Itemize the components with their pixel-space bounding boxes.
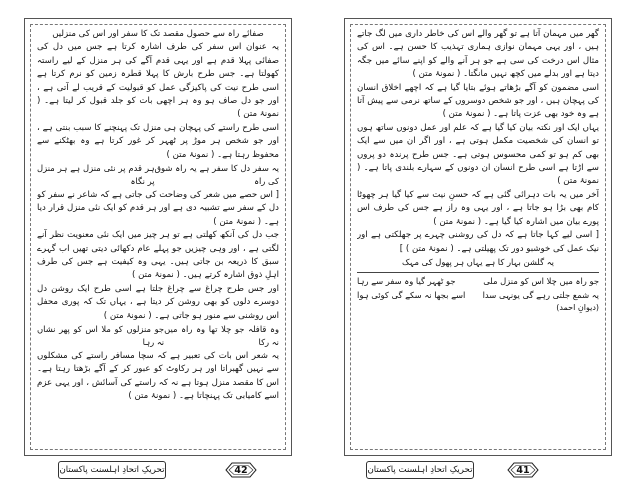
verse-line: یہ سفر دل کا سفر ہے یہ راہ شوق کی راہ <box>154 163 279 187</box>
page-42-content <box>37 28 279 445</box>
page-42-paragraph-3: [ اس حصے میں شعر کی وضاحت کی جاتی ہے کہ شاعر نے سفر کو دل کے سفر سے تشبیہ دی ہے اور ہر قدم کو ایک نئی منزل قرار دیا ہے۔ ( نمونۂ متن ) <box>37 189 279 227</box>
page-41-number <box>506 461 540 479</box>
page-42-frame <box>24 18 292 456</box>
page-41-footer-banner: تحریکِ اتحادِ اہلسنت پاکستان <box>366 461 474 479</box>
page-42-paragraph-4: جب دل کی آنکھ کھلتی ہے تو ہر چیز میں ایک نئی معنویت نظر آنے لگتی ہے ، اور وہی چیزیں جو پہلے عام دکھائی دیتی تھیں اب گہرے سبق کا ذریعہ بن جاتی ہیں۔ یہی وہ کیفیت ہے جس کی طرف اہلِ ذوق اشارہ کرتے ہیں۔ ( نمونۂ متن ) <box>37 230 279 281</box>
page-number-text: 42 <box>234 464 248 476</box>
page-41-content <box>357 28 599 445</box>
verse-line: یہ شمع جلتی رہے گی یونہی سدا <box>482 289 599 300</box>
page-41-source: (دیوانِ احمد) <box>556 303 599 313</box>
page-41-divider <box>357 272 599 273</box>
page-42-footer-banner: تحریکِ اتحادِ اہلسنت پاکستان <box>58 461 166 479</box>
page-41-paragraph-4: آخر میں یہ بات دہرائی گئی ہے کہ حسنِ نیت سے کیا گیا ہر چھوٹا کام بھی بڑا ہو جاتا ہے ، اور یہی وہ راز ہے جس کی طرف اس پورے بیان میں اشارہ کیا گیا ہے۔ ( نمونۂ متن ) <box>357 189 599 227</box>
verse-line: وہ قافلہ جو چلا تھا وہ راہ میں نہ رکا <box>164 323 279 348</box>
page-42-verse-top <box>37 162 279 189</box>
verse-line: اسے بجھا نہ سکے گی کوئی ہوا <box>357 289 466 300</box>
page-41-paragraph-2: اسی مضمون کو آگے بڑھاتے ہوئے بتایا گیا ہے کہ اچھے اخلاق انسان کی پہچان ہیں ، اور جو شخص دوسروں کے ساتھ نرمی سے پیش آتا ہے وہ خود بھی عزت پاتا ہے۔ ( نمونۂ متن ) <box>357 82 599 120</box>
page-42-heading: صفائے راہ سے حصول مقصد تک کا سفر اور اس کی منزلیں <box>52 29 264 39</box>
page-41-couplet <box>357 256 599 269</box>
verse-line: جو ٹھہر گیا وہ سفر سے رہا <box>357 276 456 287</box>
page-42-paragraph-6: یہ شعر اس بات کی تعبیر ہے کہ سچا مسافر راستے کی مشکلوں سے نہیں گھبراتا اور ہر رکاوٹ کو عبور کر کے آگے بڑھتا رہتا ہے۔ اس کا مقصد منزل ہوتا ہے نہ کہ راستے کی آسائش ، اور یہی عزم اسے کامیابی تک پہنچاتا ہے۔ ( نمونۂ متن ) <box>37 350 279 401</box>
page-42-footer <box>24 458 292 482</box>
page-42-number <box>224 461 258 479</box>
page-42-paragraph-1: یہ عنوان اس سفر کی طرف اشارہ کرتا ہے جس میں دل کی صفائی پہلا قدم ہے اور یہی قدم آگے کی ہر منزل کے لیے راستہ کھولتا ہے۔ جس طرح بارش کا پہلا قطرہ زمین کو نرم کرتا ہے اسی طرح نیت کی پاکیزگی عمل کو قبولیت کے قریب لے آتی ہے ، اور جو دل صاف ہو وہ ہر اچھی بات کو جلد قبول کر لیتا ہے۔ ( نمونۂ متن ) <box>37 42 279 120</box>
page-41-paragraph-1: گھر میں مہمان آتا ہے تو گھر والے اس کی خاطر داری میں لگ جاتے ہیں ، اور یہی مہمان نوازی ہماری تہذیب کا حسن ہے۔ اس کی مثال اس درخت کی سی ہے جو ہر آنے والے کو اپنے سائے میں جگہ دیتا ہے اور بدلے میں کچھ نہیں مانگتا۔ ( نمونۂ متن ) <box>357 29 599 80</box>
page-41-verse-row-2 <box>357 289 599 302</box>
page-41-paragraph-3: یہاں ایک اور نکتہ بیان کیا گیا ہے کہ علم اور عمل دونوں ساتھ ہوں تو انسان کی شخصیت مکمل ہوتی ہے ، اور اگر ان میں سے ایک بھی کم ہو تو کمی محسوس ہوتی ہے۔ جس طرح پرندہ دو پروں سے اڑتا ہے اسی طرح انسان ان دونوں کے سہارے بلندی پاتا ہے۔ ( نمونۂ متن ) <box>357 122 599 187</box>
verse-line: جو راہ میں چلا اس کو منزل ملی <box>483 276 599 287</box>
page-number-text: 41 <box>516 464 530 476</box>
page-41-footer <box>344 458 612 482</box>
page-41-frame <box>344 18 612 456</box>
page-42-verse-mid <box>37 323 279 350</box>
page-41-paragraph-5: [ اسی لیے کہا جاتا ہے کہ دل کی روشنی چہرے پر جھلکتی ہے اور نیک عمل کی خوشبو دور تک پھیلتی ہے۔ ( نمونۂ متن ) ] <box>357 230 599 254</box>
verse-line: ہر قدم پر نئی منزل ہے ہر منزل پر نگاہ <box>37 163 155 187</box>
page-42-paragraph-5: اور جس طرح چراغ سے چراغ جلتا ہے اسی طرح ایک روشن دل دوسرے دلوں کو بھی روشن کر دیتا ہے ، یہاں تک کہ پوری محفل اس روشنی سے منور ہو جاتی ہے۔ ( نمونۂ متن ) <box>37 283 279 321</box>
page-41-verse-row-1 <box>357 275 599 288</box>
verse-line: جو منزلوں کو ملا اس کو پھر نشاں نہ رہا <box>37 323 165 348</box>
verse-line: یہ گلشن بہار کا ہے یہاں ہر پھول کی مہک <box>402 256 554 267</box>
page-42-paragraph-2: اسی طرح راستے کی پہچان ہی منزل تک پہنچنے کا سبب بنتی ہے ، اور جو شخص ہر موڑ پر ٹھہر کر غور کرتا ہے وہ بھٹکنے سے محفوظ رہتا ہے۔ ( نمونۂ متن ) <box>37 122 279 160</box>
